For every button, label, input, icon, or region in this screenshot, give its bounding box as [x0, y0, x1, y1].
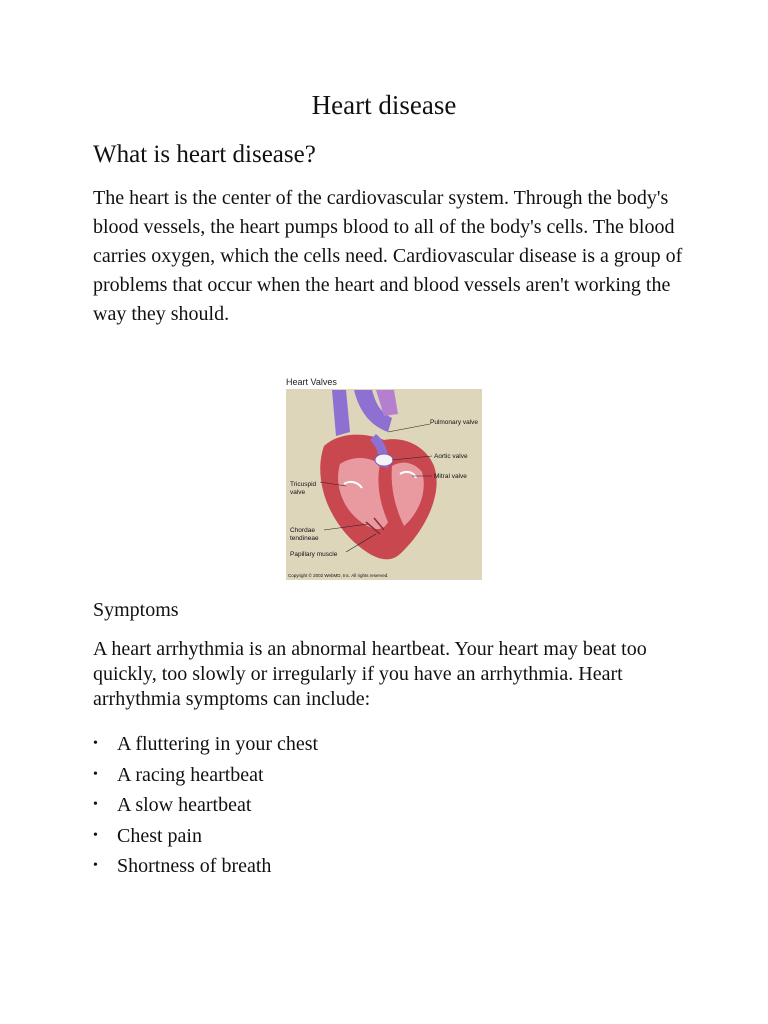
label-papillary-muscle: Papillary muscle	[290, 551, 338, 558]
symptoms-paragraph: A heart arrhythmia is an abnormal heartbeat. Your heart may beat too quickly, too slowly or irregularly if you have an arrhythmia. Heart arrhythmia symptoms can include:	[93, 638, 647, 710]
list-item	[93, 790, 318, 821]
bullet: •	[93, 858, 98, 873]
symptom-text: A fluttering in your chest	[117, 733, 319, 755]
list-item	[93, 760, 318, 791]
figure-copyright: Copyright © 2002 WebMD, Inc. All rights reserved.	[288, 573, 389, 578]
symptoms-heading: Symptoms	[93, 599, 179, 621]
figure-title: Heart Valves	[286, 377, 337, 387]
label-tricuspid-line1: Tricuspid	[290, 481, 317, 488]
list-item	[93, 729, 318, 760]
section-heading: What is heart disease?	[93, 141, 316, 168]
list-item	[93, 821, 318, 852]
list-item	[93, 851, 318, 882]
bullet: •	[93, 827, 98, 843]
label-tricuspid-line2: valve	[290, 489, 306, 496]
label-chordae-line1: Chordae	[290, 527, 315, 534]
symptom-text: Chest pain	[117, 824, 202, 847]
label-chordae-line2: tendineae	[290, 535, 319, 542]
heart-valves-figure	[284, 374, 482, 580]
symptom-list	[93, 729, 318, 882]
label-aortic-valve: Aortic valve	[434, 453, 468, 460]
symptom-text: A slow heartbeat	[117, 794, 252, 816]
aortic-valve-shape	[375, 454, 393, 466]
label-pulmonary-valve: Pulmonary valve	[430, 419, 479, 426]
bullet: •	[93, 736, 98, 751]
symptom-text: Shortness of breath	[117, 855, 272, 877]
heart-valves-illustration	[284, 374, 482, 580]
bullet: •	[93, 766, 98, 782]
label-mitral-valve: Mitral valve	[434, 473, 467, 480]
symptom-text: A racing heartbeat	[117, 763, 264, 786]
intro-paragraph: The heart is the center of the cardiovascular system. Through the body's blood vessels, the heart pumps blood to all of the body's cells. The blood carries oxygen, which the cells need. Cardiovascular disease is a group of problems that occur when the heart and blood vessels aren't working the way they should.	[93, 187, 683, 325]
page-title: Heart disease	[311, 90, 457, 120]
bullet: •	[93, 797, 98, 812]
